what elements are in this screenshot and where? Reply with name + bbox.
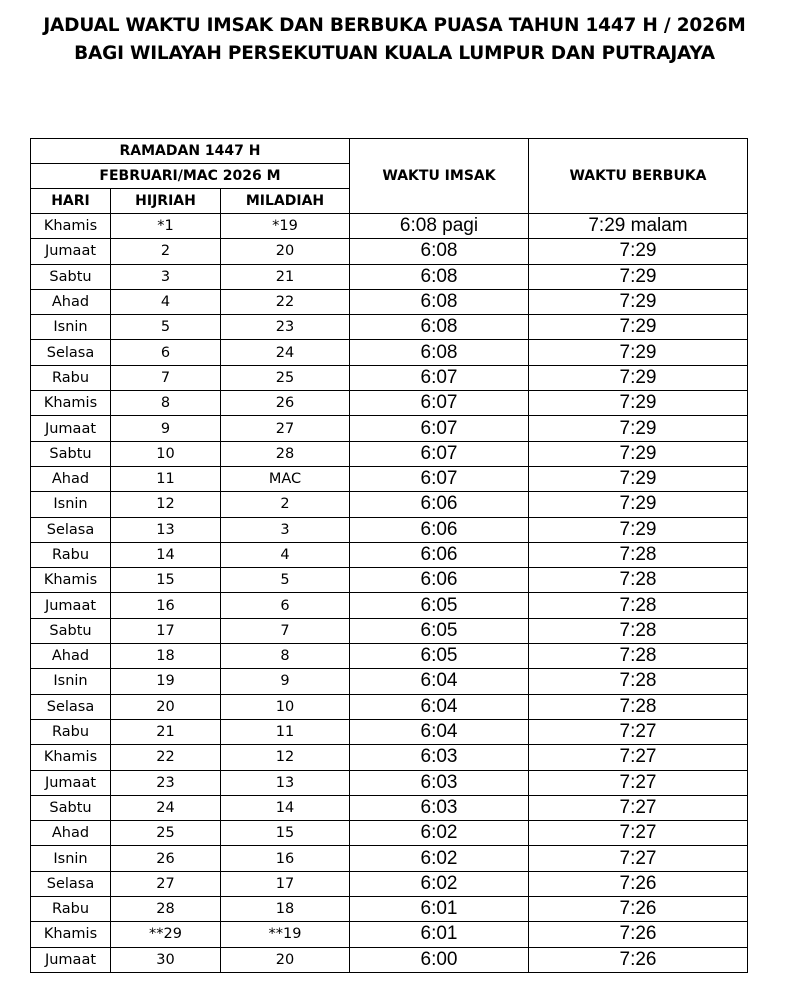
cell-hijriah: 11 (111, 466, 221, 491)
cell-waktu-imsak: 6:03 (350, 795, 529, 820)
cell-hari: Jumaat (31, 770, 111, 795)
cell-hari: Jumaat (31, 593, 111, 618)
cell-hari: Ahad (31, 289, 111, 314)
cell-hari: Khamis (31, 391, 111, 416)
cell-hijriah: 12 (111, 492, 221, 517)
table-row (31, 365, 748, 390)
cell-hari: Isnin (31, 492, 111, 517)
table-row (31, 821, 748, 846)
cell-miladiah: 2 (221, 492, 350, 517)
table-row (31, 239, 748, 264)
cell-waktu-imsak: 6:01 (350, 922, 529, 947)
cell-waktu-imsak: 6:02 (350, 871, 529, 896)
cell-waktu-imsak: 6:02 (350, 846, 529, 871)
cell-waktu-berbuka: 7:28 (529, 694, 748, 719)
cell-waktu-berbuka: 7:29 (529, 340, 748, 365)
header-hari: HARI (31, 189, 111, 214)
cell-waktu-berbuka: 7:28 (529, 542, 748, 567)
cell-hari: Ahad (31, 466, 111, 491)
cell-hari: Ahad (31, 821, 111, 846)
cell-waktu-imsak: 6:08 (350, 289, 529, 314)
cell-waktu-berbuka: 7:29 (529, 391, 748, 416)
cell-waktu-berbuka: 7:29 (529, 466, 748, 491)
cell-waktu-berbuka: 7:26 (529, 922, 748, 947)
table-row (31, 391, 748, 416)
cell-waktu-imsak: 6:08 (350, 315, 529, 340)
cell-hari: Selasa (31, 694, 111, 719)
cell-hari: Khamis (31, 214, 111, 239)
cell-miladiah: 15 (221, 821, 350, 846)
cell-hari: Rabu (31, 365, 111, 390)
cell-waktu-berbuka: 7:28 (529, 618, 748, 643)
table-row (31, 922, 748, 947)
cell-miladiah: 3 (221, 517, 350, 542)
table-row (31, 568, 748, 593)
cell-waktu-imsak: 6:03 (350, 770, 529, 795)
cell-waktu-imsak: 6:08 (350, 264, 529, 289)
cell-waktu-imsak: 6:06 (350, 517, 529, 542)
cell-hijriah: 20 (111, 694, 221, 719)
table-row (31, 745, 748, 770)
cell-miladiah: 10 (221, 694, 350, 719)
cell-waktu-berbuka: 7:27 (529, 821, 748, 846)
table-row (31, 897, 748, 922)
cell-waktu-imsak: 6:05 (350, 593, 529, 618)
cell-hijriah: 22 (111, 745, 221, 770)
cell-hijriah: 15 (111, 568, 221, 593)
cell-hari: Ahad (31, 644, 111, 669)
cell-waktu-imsak: 6:06 (350, 492, 529, 517)
cell-hari: Selasa (31, 871, 111, 896)
cell-miladiah: 22 (221, 289, 350, 314)
cell-waktu-berbuka: 7:29 (529, 441, 748, 466)
table-row (31, 492, 748, 517)
cell-hijriah: 3 (111, 264, 221, 289)
cell-hari: Isnin (31, 669, 111, 694)
header-waktu-imsak: WAKTU IMSAK (350, 139, 529, 214)
table-row (31, 441, 748, 466)
cell-waktu-berbuka: 7:29 (529, 517, 748, 542)
table-row (31, 719, 748, 744)
header-hijriah: HIJRIAH (111, 189, 221, 214)
table-row (31, 947, 748, 972)
cell-miladiah: 21 (221, 264, 350, 289)
cell-hari: Jumaat (31, 947, 111, 972)
cell-waktu-imsak: 6:00 (350, 947, 529, 972)
cell-miladiah: 25 (221, 365, 350, 390)
cell-hijriah: 21 (111, 719, 221, 744)
table-row (31, 795, 748, 820)
table-row (31, 770, 748, 795)
header-waktu-berbuka: WAKTU BERBUKA (529, 139, 748, 214)
cell-miladiah: 12 (221, 745, 350, 770)
cell-waktu-berbuka: 7:29 (529, 289, 748, 314)
cell-waktu-berbuka: 7:28 (529, 644, 748, 669)
cell-hari: Rabu (31, 897, 111, 922)
table-row (31, 618, 748, 643)
cell-waktu-berbuka: 7:26 (529, 947, 748, 972)
cell-hijriah: 10 (111, 441, 221, 466)
table-row (31, 871, 748, 896)
cell-hijriah: 7 (111, 365, 221, 390)
cell-waktu-berbuka: 7:29 (529, 492, 748, 517)
cell-hijriah: 4 (111, 289, 221, 314)
cell-waktu-imsak: 6:06 (350, 542, 529, 567)
cell-waktu-imsak: 6:07 (350, 391, 529, 416)
document-title (0, 12, 789, 68)
cell-hijriah: 6 (111, 340, 221, 365)
cell-waktu-imsak: 6:07 (350, 441, 529, 466)
cell-hijriah: 30 (111, 947, 221, 972)
cell-waktu-imsak: 6:08 (350, 340, 529, 365)
cell-hijriah: 14 (111, 542, 221, 567)
cell-hijriah: 17 (111, 618, 221, 643)
cell-waktu-berbuka: 7:29 (529, 239, 748, 264)
cell-waktu-imsak: 6:05 (350, 618, 529, 643)
cell-waktu-berbuka: 7:26 (529, 897, 748, 922)
cell-waktu-imsak: 6:08 (350, 239, 529, 264)
cell-hijriah: 24 (111, 795, 221, 820)
cell-miladiah: 18 (221, 897, 350, 922)
cell-waktu-berbuka: 7:29 (529, 264, 748, 289)
table-row (31, 264, 748, 289)
table-row (31, 466, 748, 491)
table-row (31, 694, 748, 719)
cell-hari: Selasa (31, 340, 111, 365)
cell-hari: Khamis (31, 568, 111, 593)
cell-waktu-imsak: 6:03 (350, 745, 529, 770)
table-header (31, 139, 748, 214)
cell-waktu-imsak: 6:02 (350, 821, 529, 846)
table-row (31, 289, 748, 314)
table-row (31, 669, 748, 694)
cell-hijriah: 9 (111, 416, 221, 441)
cell-waktu-imsak: 6:01 (350, 897, 529, 922)
cell-waktu-berbuka: 7:28 (529, 669, 748, 694)
cell-hari: Isnin (31, 846, 111, 871)
cell-hari: Sabtu (31, 618, 111, 643)
cell-hijriah: 25 (111, 821, 221, 846)
cell-hijriah: 23 (111, 770, 221, 795)
cell-miladiah: *19 (221, 214, 350, 239)
cell-hari: Jumaat (31, 416, 111, 441)
cell-hari: Sabtu (31, 795, 111, 820)
table-row (31, 315, 748, 340)
cell-miladiah: 4 (221, 542, 350, 567)
table-row (31, 593, 748, 618)
cell-hari: Sabtu (31, 441, 111, 466)
cell-hijriah: **29 (111, 922, 221, 947)
cell-hari: Rabu (31, 542, 111, 567)
table-row (31, 846, 748, 871)
cell-hijriah: 8 (111, 391, 221, 416)
table-row (31, 340, 748, 365)
table-row (31, 416, 748, 441)
cell-miladiah: 7 (221, 618, 350, 643)
cell-hari: Selasa (31, 517, 111, 542)
cell-hijriah: 2 (111, 239, 221, 264)
cell-miladiah: **19 (221, 922, 350, 947)
table-row (31, 644, 748, 669)
cell-waktu-berbuka: 7:27 (529, 745, 748, 770)
cell-hijriah: 16 (111, 593, 221, 618)
cell-waktu-imsak: 6:06 (350, 568, 529, 593)
cell-waktu-berbuka: 7:27 (529, 846, 748, 871)
cell-waktu-berbuka: 7:29 (529, 416, 748, 441)
cell-miladiah: 16 (221, 846, 350, 871)
cell-hijriah: *1 (111, 214, 221, 239)
cell-hijriah: 5 (111, 315, 221, 340)
cell-miladiah: 26 (221, 391, 350, 416)
cell-waktu-berbuka: 7:29 (529, 315, 748, 340)
cell-miladiah: 13 (221, 770, 350, 795)
cell-hari: Isnin (31, 315, 111, 340)
table-row (31, 517, 748, 542)
cell-miladiah: 14 (221, 795, 350, 820)
cell-waktu-imsak: 6:07 (350, 416, 529, 441)
cell-waktu-berbuka: 7:28 (529, 568, 748, 593)
cell-hijriah: 26 (111, 846, 221, 871)
table-body (31, 214, 748, 973)
cell-miladiah: 11 (221, 719, 350, 744)
cell-hari: Sabtu (31, 264, 111, 289)
cell-miladiah: 6 (221, 593, 350, 618)
cell-waktu-imsak: 6:04 (350, 694, 529, 719)
cell-waktu-imsak: 6:04 (350, 669, 529, 694)
header-miladiah: MILADIAH (221, 189, 350, 214)
cell-hari: Khamis (31, 922, 111, 947)
cell-waktu-imsak: 6:04 (350, 719, 529, 744)
cell-miladiah: 23 (221, 315, 350, 340)
cell-waktu-imsak: 6:07 (350, 466, 529, 491)
table-row (31, 542, 748, 567)
title-line-2: BAGI WILAYAH PERSEKUTUAN KUALA LUMPUR DAN PUTRAJAYA (74, 43, 715, 64)
cell-hijriah: 13 (111, 517, 221, 542)
cell-waktu-imsak: 6:08 pagi (350, 214, 529, 239)
cell-miladiah: 28 (221, 441, 350, 466)
cell-waktu-berbuka: 7:27 (529, 719, 748, 744)
header-ramadan: RAMADAN 1447 H (31, 139, 350, 164)
cell-hari: Rabu (31, 719, 111, 744)
cell-hijriah: 19 (111, 669, 221, 694)
cell-miladiah: 8 (221, 644, 350, 669)
cell-waktu-berbuka: 7:29 (529, 365, 748, 390)
cell-hari: Khamis (31, 745, 111, 770)
cell-waktu-berbuka: 7:26 (529, 871, 748, 896)
cell-waktu-berbuka: 7:27 (529, 795, 748, 820)
cell-waktu-imsak: 6:07 (350, 365, 529, 390)
cell-hijriah: 18 (111, 644, 221, 669)
cell-miladiah: 20 (221, 239, 350, 264)
cell-waktu-berbuka: 7:28 (529, 593, 748, 618)
cell-miladiah: 5 (221, 568, 350, 593)
cell-miladiah: MAC (221, 466, 350, 491)
cell-hijriah: 27 (111, 871, 221, 896)
title-line-1: JADUAL WAKTU IMSAK DAN BERBUKA PUASA TAHUN 1447 H / 2026M (43, 15, 746, 36)
cell-waktu-berbuka: 7:29 malam (529, 214, 748, 239)
header-months: FEBRUARI/MAC 2026 M (31, 164, 350, 189)
cell-waktu-berbuka: 7:27 (529, 770, 748, 795)
imsak-berbuka-table (30, 138, 748, 973)
cell-miladiah: 20 (221, 947, 350, 972)
cell-hijriah: 28 (111, 897, 221, 922)
cell-hari: Jumaat (31, 239, 111, 264)
cell-miladiah: 17 (221, 871, 350, 896)
cell-miladiah: 24 (221, 340, 350, 365)
table-row (31, 214, 748, 239)
cell-miladiah: 9 (221, 669, 350, 694)
cell-waktu-imsak: 6:05 (350, 644, 529, 669)
cell-miladiah: 27 (221, 416, 350, 441)
